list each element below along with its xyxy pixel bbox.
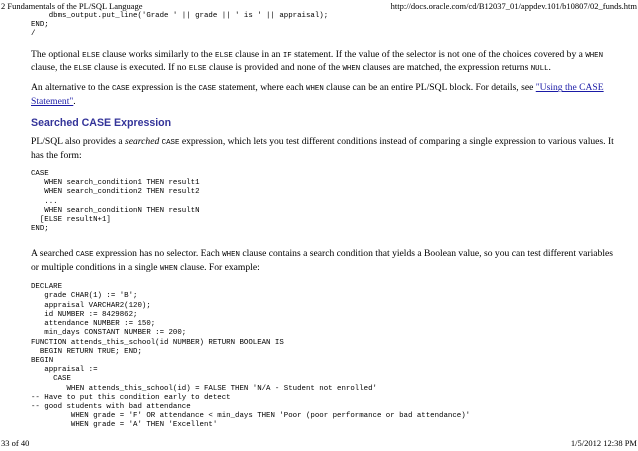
- paragraph-searched-case: PL/SQL also provides a searched CASE expression, which lets you test different conditions instead of comparing a single expression to various values. It has the form:: [31, 136, 614, 161]
- inline-code: IF: [282, 51, 292, 60]
- inline-code: CASE: [112, 85, 130, 94]
- inline-code: WHEN: [159, 264, 178, 273]
- paragraph-else-clause: The optional ELSE clause works similarly to the ELSE clause in an IF statement. If the value of the selector is not one of the choices covered by a WHEN clause, the ELSE clause is executed. If no ELSE clause is provided and none of the WHEN clauses are matched, the expression returns NULL.: [31, 48, 604, 74]
- inline-code: WHEN: [342, 65, 361, 74]
- inline-code: WHEN: [585, 51, 604, 60]
- paragraph-no-selector: A searched CASE expression has no selector. Each WHEN clause contains a search condition that yields a Boolean value, so you can test different variables or multiple conditions in a single WHEN clause. For example:: [31, 248, 614, 273]
- inline-code: ELSE: [215, 51, 233, 60]
- inline-code: WHEN: [306, 85, 324, 94]
- inline-code: ELSE: [188, 65, 207, 74]
- using-case-statement-link[interactable]: "Using the CASE Statement": [31, 82, 604, 107]
- header-title: 2 Fundamentals of the PL/SQL Language: [1, 1, 143, 11]
- section-title: Searched CASE Expression: [31, 117, 172, 130]
- inline-code: NULL: [530, 65, 549, 74]
- print-footer: [0, 438, 638, 448]
- print-timestamp: 1/5/2012 12:38 PM: [570, 438, 637, 448]
- inline-code: WHEN: [222, 251, 240, 260]
- inline-code: CASE: [75, 251, 94, 260]
- document-body: [31, 12, 618, 431]
- inline-code: ELSE: [82, 51, 100, 60]
- code-block-2: CASE WHEN search_condition1 THEN result1 WHEN search_condition2 THEN result2 ... WHEN search_conditionN THEN resultN [ELSE resultN+1] END;: [31, 170, 200, 234]
- header-url: http://docs.oracle.com/cd/B12037_01/appdev.101/b10807/02_funds.htm: [390, 1, 637, 11]
- inline-code: CASE: [198, 85, 217, 94]
- inline-code: CASE: [161, 139, 180, 148]
- page-number: 33 of 40: [1, 438, 30, 448]
- print-header: [0, 1, 638, 11]
- code-block-1: dbms_output.put_line('Grade ' || grade || ' is ' || appraisal); END; /: [31, 12, 329, 39]
- inline-code: ELSE: [73, 65, 92, 74]
- paragraph-case-alternative: An alternative to the CASE expression is the CASE statement, where each WHEN clause can be an entire PL/SQL block. For details, see "Using the CASE Statement".: [31, 82, 604, 107]
- code-block-3: DECLARE grade CHAR(1) := 'B'; appraisal VARCHAR2(120); id NUMBER := 8429862; attendance NUMBER := 150; min_days CONSTANT NUMBER := 200; FUNCTION attends_this_school(id NUMBER) RETURN BOOLEAN IS BEGIN RETURN TRUE; END; BEGIN appraisal := CASE WHEN attends_this_school(id) = FALSE THEN 'N/A - Student not enrolled' -- Have to put this condition early to detect -- good students with bad attendance WHEN grade = 'F' OR attendance < min_days THEN 'Poor (poor performance or bad attendance)' WHEN grade = 'A' THEN 'Excellent': [31, 283, 471, 430]
